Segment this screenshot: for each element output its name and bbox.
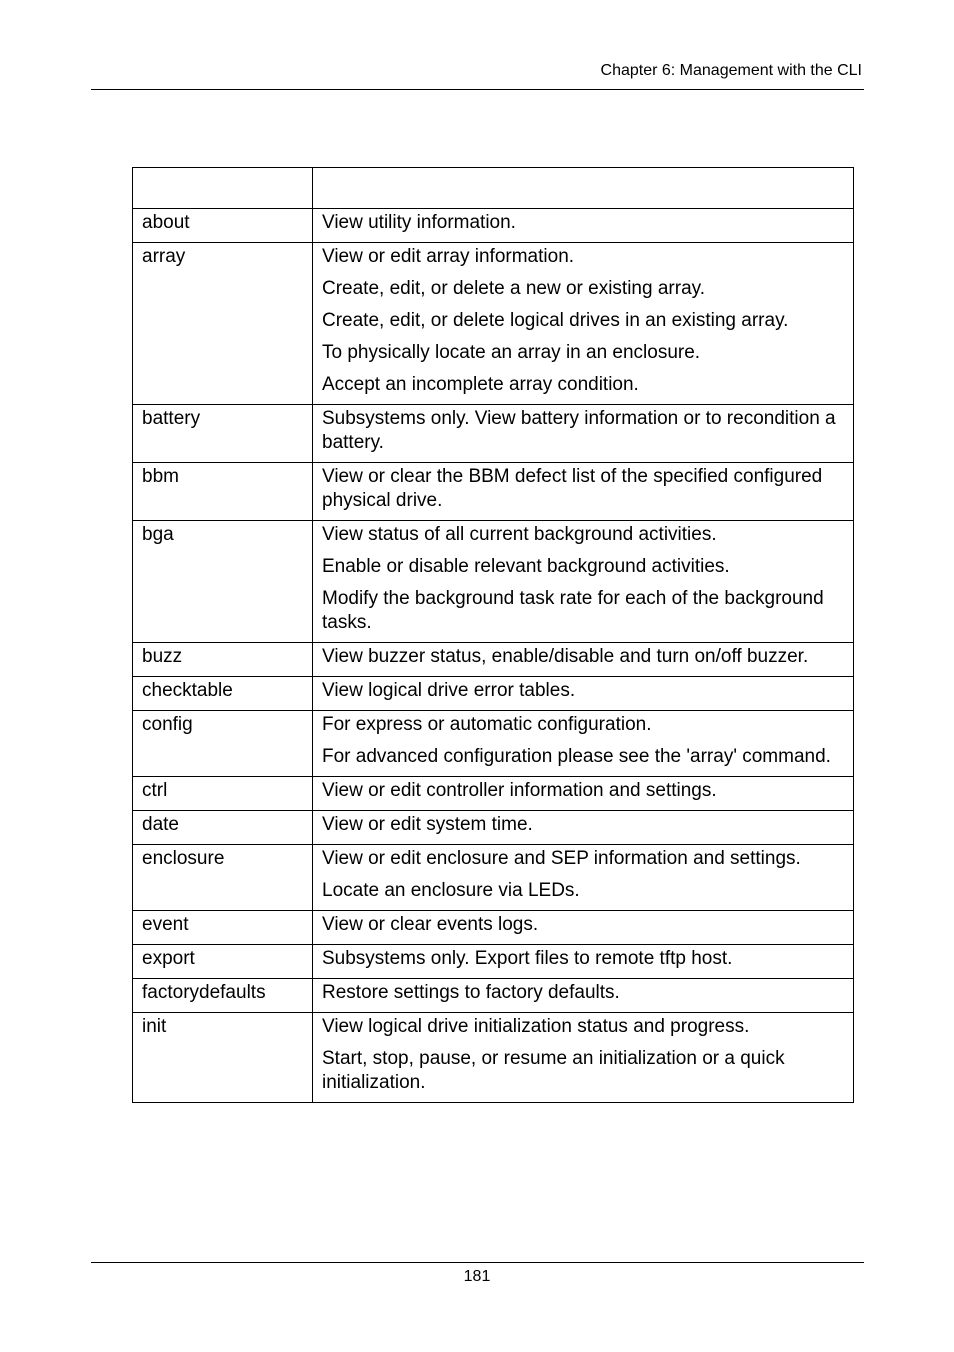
table-row: [133, 911, 854, 945]
command-cell: factorydefaults: [133, 979, 313, 1013]
description-cell: [313, 979, 854, 1013]
header-divider: [91, 89, 864, 90]
description-line: View or edit enclosure and SEP information and settings.: [322, 848, 801, 869]
command-cell: export: [133, 945, 313, 979]
description-line: Subsystems only. View battery information or to recondition a battery.: [322, 408, 836, 453]
command-cell: init: [133, 1013, 313, 1103]
description-cell: [313, 521, 854, 643]
table-row: [133, 811, 854, 845]
description-line: Create, edit, or delete logical drives in an existing array.: [322, 310, 789, 331]
description-cell: [313, 911, 854, 945]
description-line: View status of all current background activities.: [322, 524, 717, 545]
description-cell: [313, 209, 854, 243]
command-cell: buzz: [133, 643, 313, 677]
description-line: Subsystems only. Export files to remote tftp host.: [322, 948, 733, 969]
description-line: Start, stop, pause, or resume an initialization or a quick initialization.: [322, 1048, 785, 1093]
column-header-description: [313, 168, 854, 209]
description-line: Modify the background task rate for each of the background tasks.: [322, 588, 824, 633]
description-line: View utility information.: [322, 212, 516, 233]
description-cell: [313, 711, 854, 777]
command-cell: enclosure: [133, 845, 313, 911]
description-line: View or clear events logs.: [322, 914, 539, 935]
description-line: For express or automatic configuration.: [322, 714, 652, 735]
command-cell: date: [133, 811, 313, 845]
command-cell: event: [133, 911, 313, 945]
description-cell: [313, 945, 854, 979]
table-row: [133, 979, 854, 1013]
description-cell: [313, 677, 854, 711]
description-line: Restore settings to factory defaults.: [322, 982, 620, 1003]
description-line: Enable or disable relevant background activities.: [322, 556, 730, 577]
table-row: [133, 521, 854, 643]
table-header-row: [133, 168, 854, 209]
command-cell: battery: [133, 405, 313, 463]
command-cell: bga: [133, 521, 313, 643]
description-line: Locate an enclosure via LEDs.: [322, 880, 580, 901]
command-table: [132, 167, 854, 1103]
table-row: [133, 463, 854, 521]
table-body: [133, 209, 854, 1103]
description-line: Create, edit, or delete a new or existing array.: [322, 278, 706, 299]
description-line: View buzzer status, enable/disable and turn on/off buzzer.: [322, 646, 809, 667]
description-cell: [313, 643, 854, 677]
description-line: Accept an incomplete array condition.: [322, 374, 639, 395]
table-row: [133, 711, 854, 777]
description-cell: [313, 463, 854, 521]
table-row: [133, 777, 854, 811]
description-cell: [313, 777, 854, 811]
footer-divider: [91, 1262, 864, 1263]
description-cell: [313, 243, 854, 405]
command-cell: array: [133, 243, 313, 405]
description-line: View or edit controller information and settings.: [322, 780, 717, 801]
description-line: For advanced configuration please see the 'array' command.: [322, 746, 831, 767]
description-cell: [313, 1013, 854, 1103]
command-cell: config: [133, 711, 313, 777]
command-cell: about: [133, 209, 313, 243]
table-row: [133, 405, 854, 463]
command-cell: ctrl: [133, 777, 313, 811]
chapter-header: Chapter 6: Management with the CLI: [600, 62, 862, 79]
command-cell: checktable: [133, 677, 313, 711]
description-line: View logical drive error tables.: [322, 680, 576, 701]
description-line: View or clear the BBM defect list of the specified configured physical drive.: [322, 466, 823, 511]
description-line: View or edit system time.: [322, 814, 533, 835]
table-row: [133, 845, 854, 911]
table-row: [133, 243, 854, 405]
table-row: [133, 643, 854, 677]
description-cell: [313, 811, 854, 845]
description-line: View or edit array information.: [322, 246, 575, 267]
table-row: [133, 1013, 854, 1103]
column-header-command: [133, 168, 313, 209]
table-row: [133, 209, 854, 243]
table-row: [133, 945, 854, 979]
page-number: 181: [463, 1268, 491, 1285]
table-row: [133, 677, 854, 711]
description-cell: [313, 845, 854, 911]
description-line: To physically locate an array in an enclosure.: [322, 342, 701, 363]
command-cell: bbm: [133, 463, 313, 521]
description-cell: [313, 405, 854, 463]
description-line: View logical drive initialization status and progress.: [322, 1016, 750, 1037]
